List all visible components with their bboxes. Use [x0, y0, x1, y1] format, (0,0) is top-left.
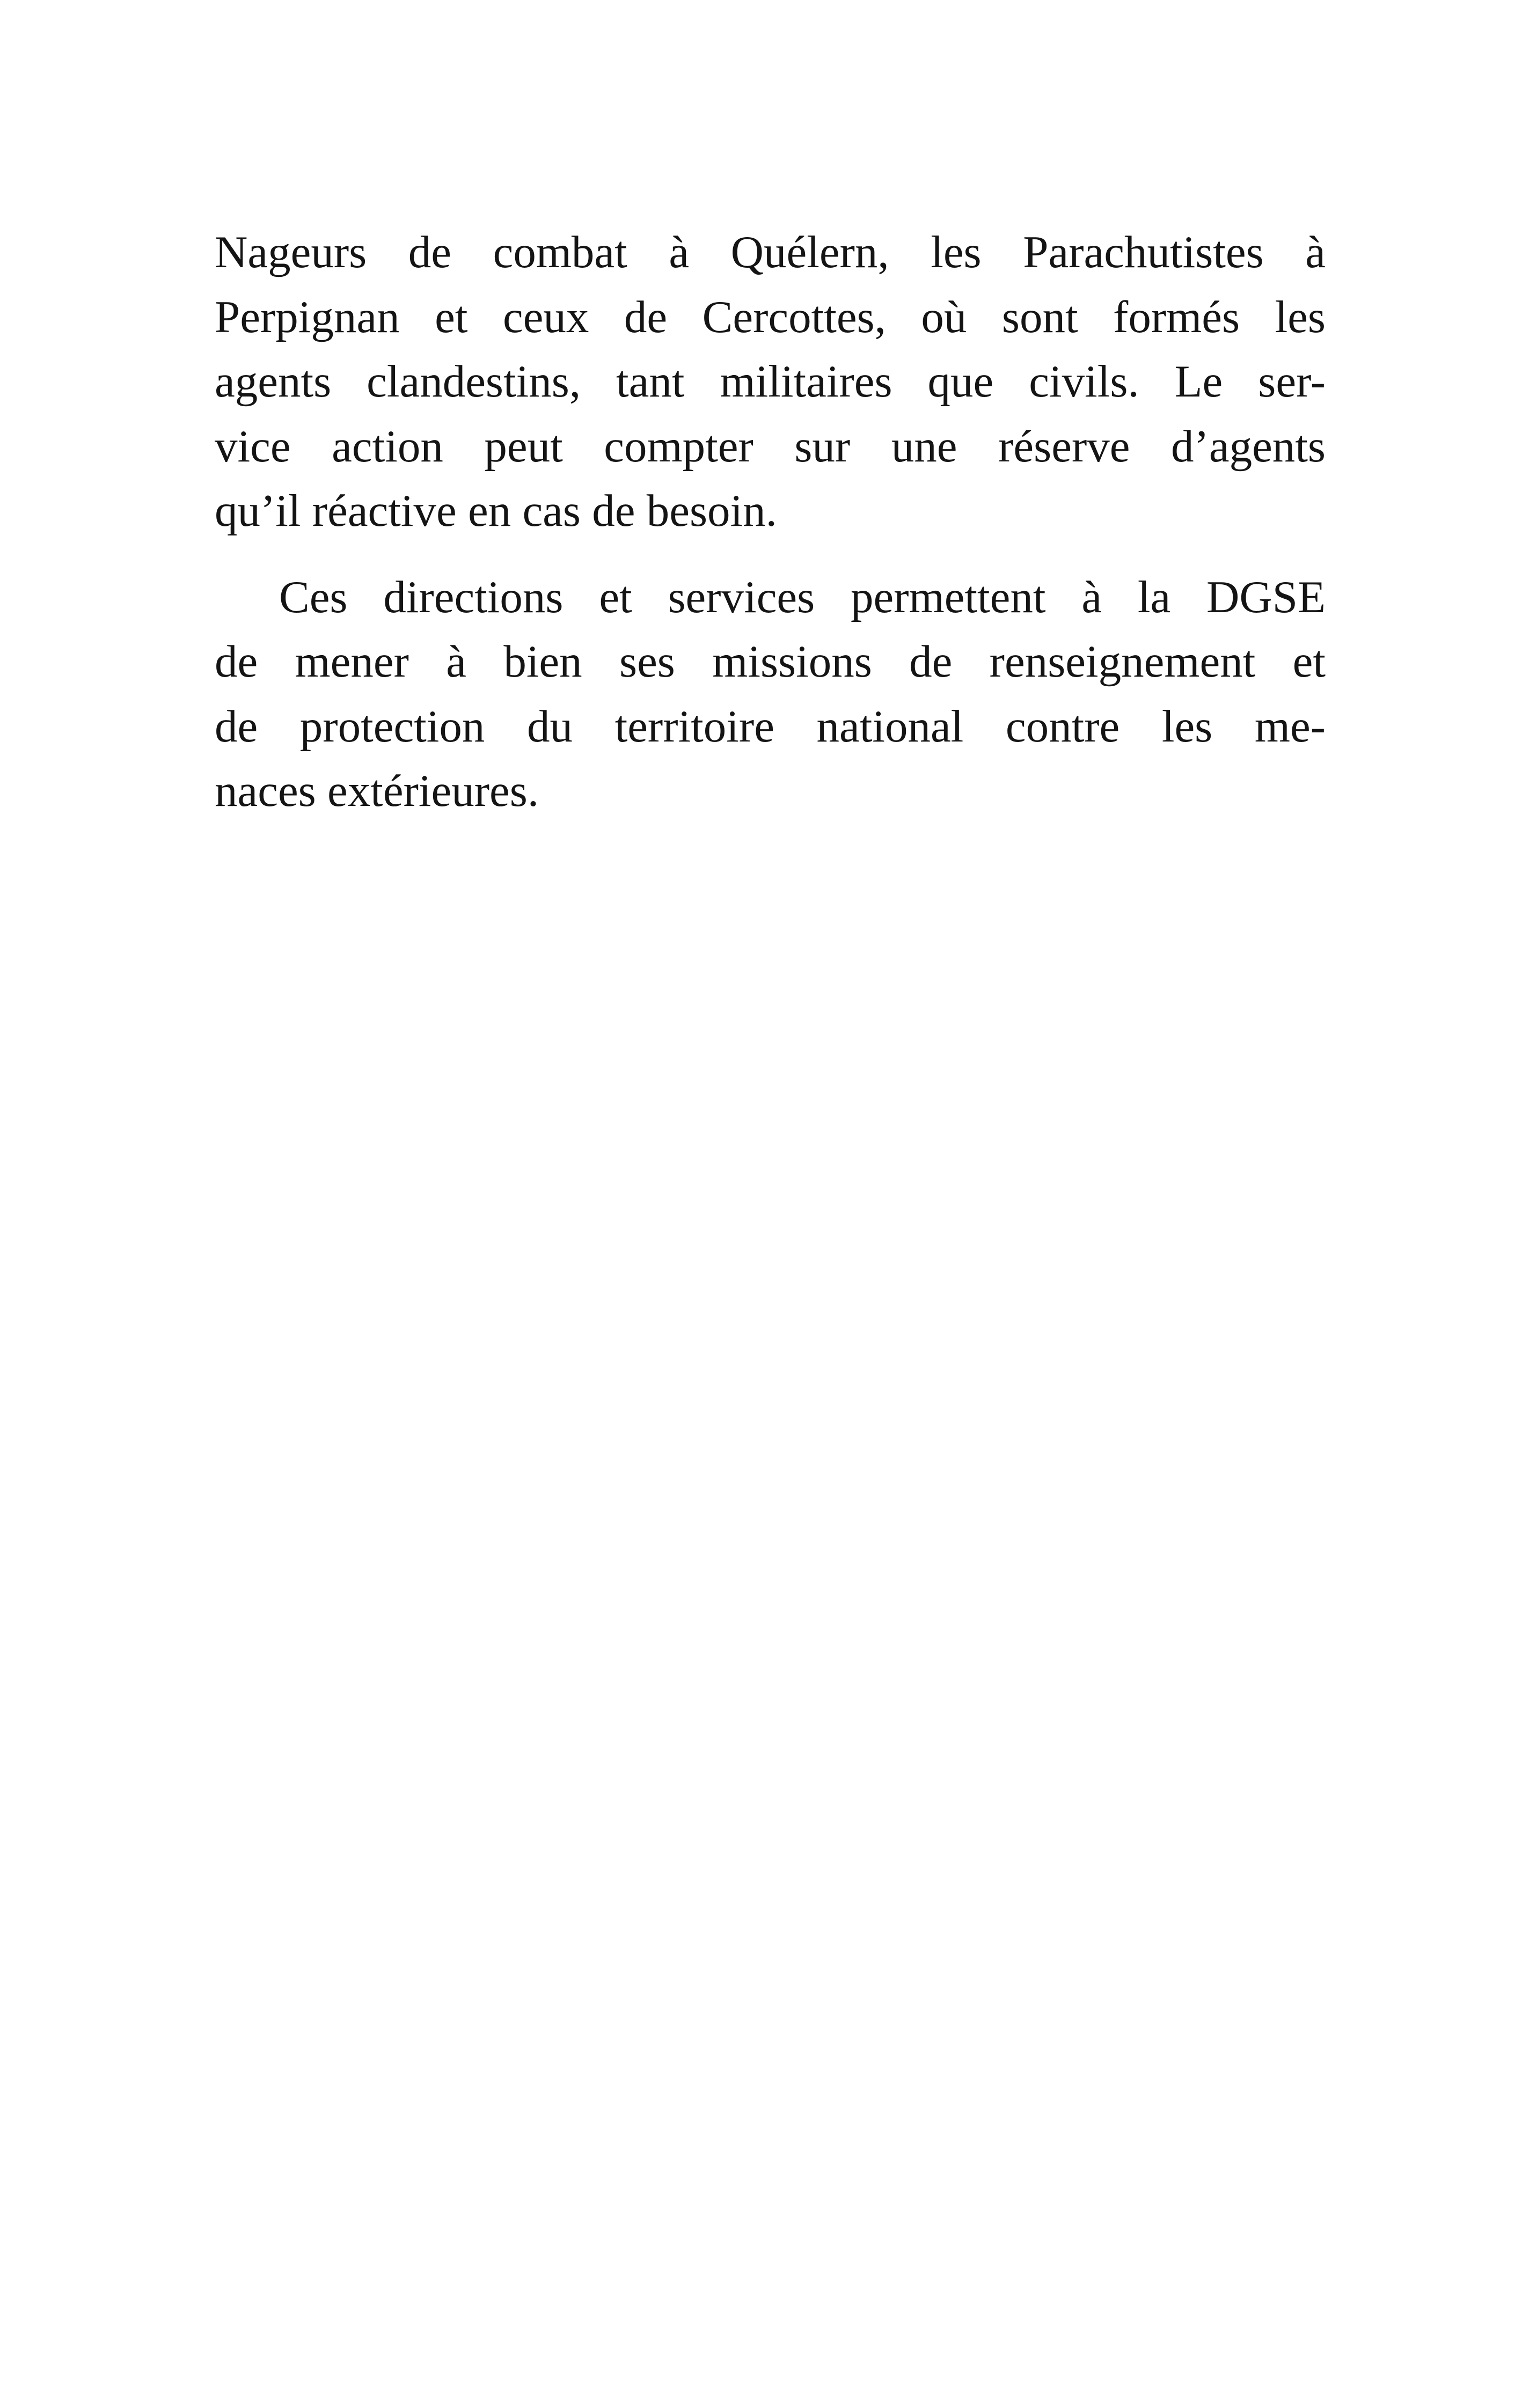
- body-text: [215, 220, 1326, 824]
- text-line: Ces directions et services permettent à la DGSE: [279, 571, 1326, 622]
- text-line: qu’il réactive en cas de besoin.: [215, 486, 777, 536]
- text-line: Perpignan et ceux de Cercottes, où sont formés les: [215, 291, 1326, 342]
- text-line: Nageurs de combat à Quélern, les Parachutistes à: [215, 227, 1326, 277]
- text-line: agents clandestins, tant militaires que civils. Le ser-: [215, 356, 1326, 407]
- paragraph-1: [215, 220, 1326, 544]
- text-line: vice action peut compter sur une réserve d’agents: [215, 421, 1326, 472]
- text-line: naces extérieures.: [215, 766, 539, 816]
- paragraph-2: [215, 565, 1326, 824]
- text-line: de mener à bien ses missions de renseignement et: [215, 636, 1326, 687]
- text-line: de protection du territoire national contre les me-: [215, 701, 1326, 752]
